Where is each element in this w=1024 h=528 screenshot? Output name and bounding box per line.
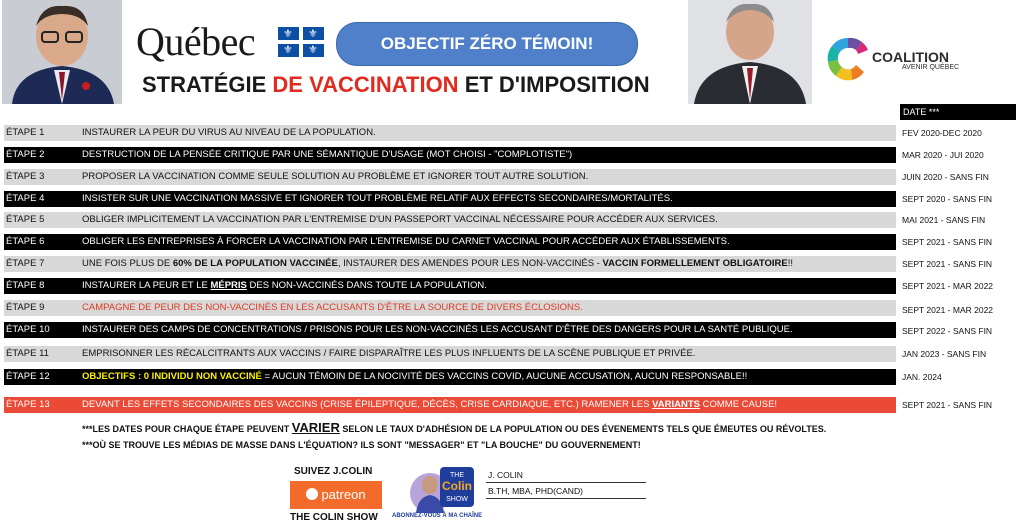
step-description: CAMPAGNE DE PEUR DES NON-VACCINÉS EN LES ACCUSANTS D'ÊTRE LA SOURCE DE DIVERS ÉCLOSIONS. bbox=[82, 302, 583, 313]
follow-label: SUIVEZ J.COLIN bbox=[294, 466, 373, 477]
step-date: SEPT 2021 - SANS FIN bbox=[902, 237, 993, 247]
signature-divider bbox=[486, 498, 646, 499]
step-description: OBJECTIFS : 0 INDIVIDU NON VACCINÉ = AUCUN TÉMOIN DE LA NOCIVITÉ DES VACCINS COVID, AUCUNE ACCUSATION, AUCUN RESPONSABLE!! bbox=[82, 371, 748, 382]
step-date: MAR 2020 - JUI 2020 bbox=[902, 150, 984, 160]
step-label: ÉTAPE 6 bbox=[6, 236, 45, 247]
step-date: JUIN 2020 - SANS FIN bbox=[902, 172, 989, 182]
step-date: FEV 2020-DEC 2020 bbox=[902, 128, 982, 138]
photo-left-man bbox=[2, 0, 122, 104]
show-name: THE COLIN SHOW bbox=[290, 512, 378, 523]
author-degrees: B.TH, MBA, PHD(CAND) bbox=[488, 486, 583, 496]
step-description: UNE FOIS PLUS DE 60% DE LA POPULATION VACCINÉE, INSTAURER DES AMENDES POUR LES NON-VACCINÉS - VACCIN FORMELLEMENT OBLIGATOIRE!! bbox=[82, 258, 794, 269]
step-description: INSTAURER DES CAMPS DE CONCENTRATIONS / PRISONS POUR LES NON-VACCINÉS LES ACCUSANT D'ÊTRE DES DANGERS POUR LA SANTÉ PUBLIQUE. bbox=[82, 324, 793, 335]
step-description: OBLIGER IMPLICITEMENT LA VACCINATION PAR L'ENTREMISE D'UN PASSEPORT VACCINAL NÉCESSAIRE POUR ACCÉDER AUX SERVICES. bbox=[82, 214, 718, 225]
patreon-icon bbox=[306, 488, 318, 500]
step-label: ÉTAPE 3 bbox=[6, 171, 45, 182]
avatar-text-show: SHOW bbox=[446, 496, 468, 503]
step-label: ÉTAPE 13 bbox=[6, 399, 50, 410]
step-row bbox=[4, 169, 896, 185]
subscribe-caption: ABONNEZ-VOUS À MA CHAÎNE bbox=[392, 513, 483, 519]
caq-logo-icon bbox=[826, 34, 870, 82]
step-row bbox=[4, 278, 896, 294]
caq-logo-title: COALITION bbox=[872, 49, 949, 65]
caq-logo-subtitle: AVENIR QUÉBEC bbox=[902, 64, 960, 71]
page-subtitle: STRATÉGIE DE VACCINATION ET D'IMPOSITION bbox=[142, 72, 650, 97]
step-row bbox=[4, 191, 896, 207]
step-label: ÉTAPE 4 bbox=[6, 193, 45, 204]
step-label: ÉTAPE 11 bbox=[6, 348, 49, 359]
author-name: J. COLIN bbox=[488, 470, 523, 480]
patreon-badge[interactable]: patreon bbox=[290, 481, 382, 509]
avatar-text-colin: Colin bbox=[442, 479, 472, 493]
step-description: INSISTER SUR UNE VACCINATION MASSIVE ET IGNORER TOUT PROBLÈME RELATIF AUX EFFECTS SECONDAIRES/MORTALITÉS. bbox=[82, 193, 673, 204]
step-row bbox=[4, 212, 896, 228]
step-row bbox=[4, 397, 896, 413]
step-label: ÉTAPE 8 bbox=[6, 280, 45, 291]
step-date: SEPT 2021 - SANS FIN bbox=[902, 400, 993, 410]
step-date: SEPT 2021 - MAR 2022 bbox=[902, 305, 994, 315]
avatar-text-the: THE bbox=[450, 472, 464, 479]
step-label: ÉTAPE 7 bbox=[6, 258, 45, 269]
step-description: PROPOSER LA VACCINATION COMME SEULE SOLUTION AU PROBLÈME ET IGNORER TOUT AUTRE SOLUTION. bbox=[82, 171, 589, 182]
step-row bbox=[4, 346, 896, 362]
footnote-media: ***OÙ SE TROUVE LES MÉDIAS DE MASSE DANS L'ÉQUATION? ILS SONT "MESSAGER" ET "LA BOUCHE" DU GOUVERNEMENT! bbox=[82, 440, 641, 450]
step-description: INSTAURER LA PEUR DU VIRUS AU NIVEAU DE LA POPULATION. bbox=[82, 127, 376, 138]
quebec-flag-icon bbox=[278, 27, 324, 57]
step-label: ÉTAPE 12 bbox=[6, 371, 50, 382]
step-date: JAN. 2024 bbox=[902, 372, 942, 382]
step-date: SEPT 2021 - MAR 2022 bbox=[902, 281, 994, 291]
photo-right-man bbox=[688, 0, 812, 104]
step-label: ÉTAPE 5 bbox=[6, 214, 45, 225]
step-date: JAN 2023 - SANS FIN bbox=[902, 349, 987, 359]
step-row bbox=[4, 369, 896, 385]
step-date: MAI 2021 - SANS FIN bbox=[902, 215, 986, 225]
step-row bbox=[4, 322, 896, 338]
step-label: ÉTAPE 10 bbox=[6, 324, 50, 335]
step-date: SEPT 2021 - SANS FIN bbox=[902, 259, 993, 269]
fleur-de-lis-icon: ⚜ bbox=[283, 44, 293, 56]
step-description: DESTRUCTION DE LA PENSÉE CRITIQUE PAR UNE SÉMANTIQUE D'USAGE (MOT CHOISI - "COMPLOTISTE") bbox=[82, 149, 573, 160]
step-description: OBLIGER LES ENTREPRISES À FORCER LA VACCINATION PAR L'ENTREMISE DU CARNET VACCINAL POUR ACCÉDER AUX ÉTABLISSEMENTS. bbox=[82, 236, 730, 247]
objective-banner: OBJECTIF ZÉRO TÉMOIN! bbox=[336, 22, 638, 66]
step-label: ÉTAPE 9 bbox=[6, 302, 45, 313]
step-row bbox=[4, 125, 896, 141]
colin-show-avatar bbox=[396, 465, 476, 513]
step-description: DEVANT LES EFFETS SECONDAIRES DES VACCINS (CRISE ÉPILEPTIQUE, DÉCÈS, CRISE CARDIAQUE, ETC.) RAMENER LES VARIANTS COMME CAUSE! bbox=[82, 399, 778, 410]
step-label: ÉTAPE 2 bbox=[6, 149, 45, 160]
step-row bbox=[4, 256, 896, 272]
step-date: SEPT 2020 - SANS FIN bbox=[902, 194, 993, 204]
footnote-dates: ***LES DATES POUR CHAQUE ÉTAPE PEUVENT VARIER SELON LE TAUX D'ADHÉSION DE LA POPULATION OU DES ÉVENEMENTS TELS QUE ÉMEUTES OU RÉVOLTES. bbox=[82, 420, 827, 435]
step-row bbox=[4, 234, 896, 250]
step-description: EMPRISONNER LES RÉCALCITRANTS AUX VACCINS / FAIRE DISPARAÎTRE LES PLUS INFLUENTS DE LA SCÈNE PUBLIQUE ET PRIVÉE. bbox=[82, 348, 696, 359]
step-description: INSTAURER LA PEUR ET LE MÉPRIS DES NON-VACCINÉS DANS TOUTE LA POPULATION. bbox=[82, 280, 487, 291]
step-row bbox=[4, 147, 896, 163]
date-column-header: DATE *** bbox=[900, 104, 1016, 120]
quebec-wordmark: Québec bbox=[136, 19, 256, 64]
fleur-de-lis-icon: ⚜ bbox=[308, 44, 318, 56]
step-label: ÉTAPE 1 bbox=[6, 127, 45, 138]
fleur-de-lis-icon: ⚜ bbox=[308, 28, 318, 40]
signature-divider bbox=[486, 482, 646, 483]
step-row bbox=[4, 300, 896, 316]
fleur-de-lis-icon: ⚜ bbox=[283, 28, 293, 40]
step-date: SEPT 2022 - SANS FIN bbox=[902, 326, 993, 336]
